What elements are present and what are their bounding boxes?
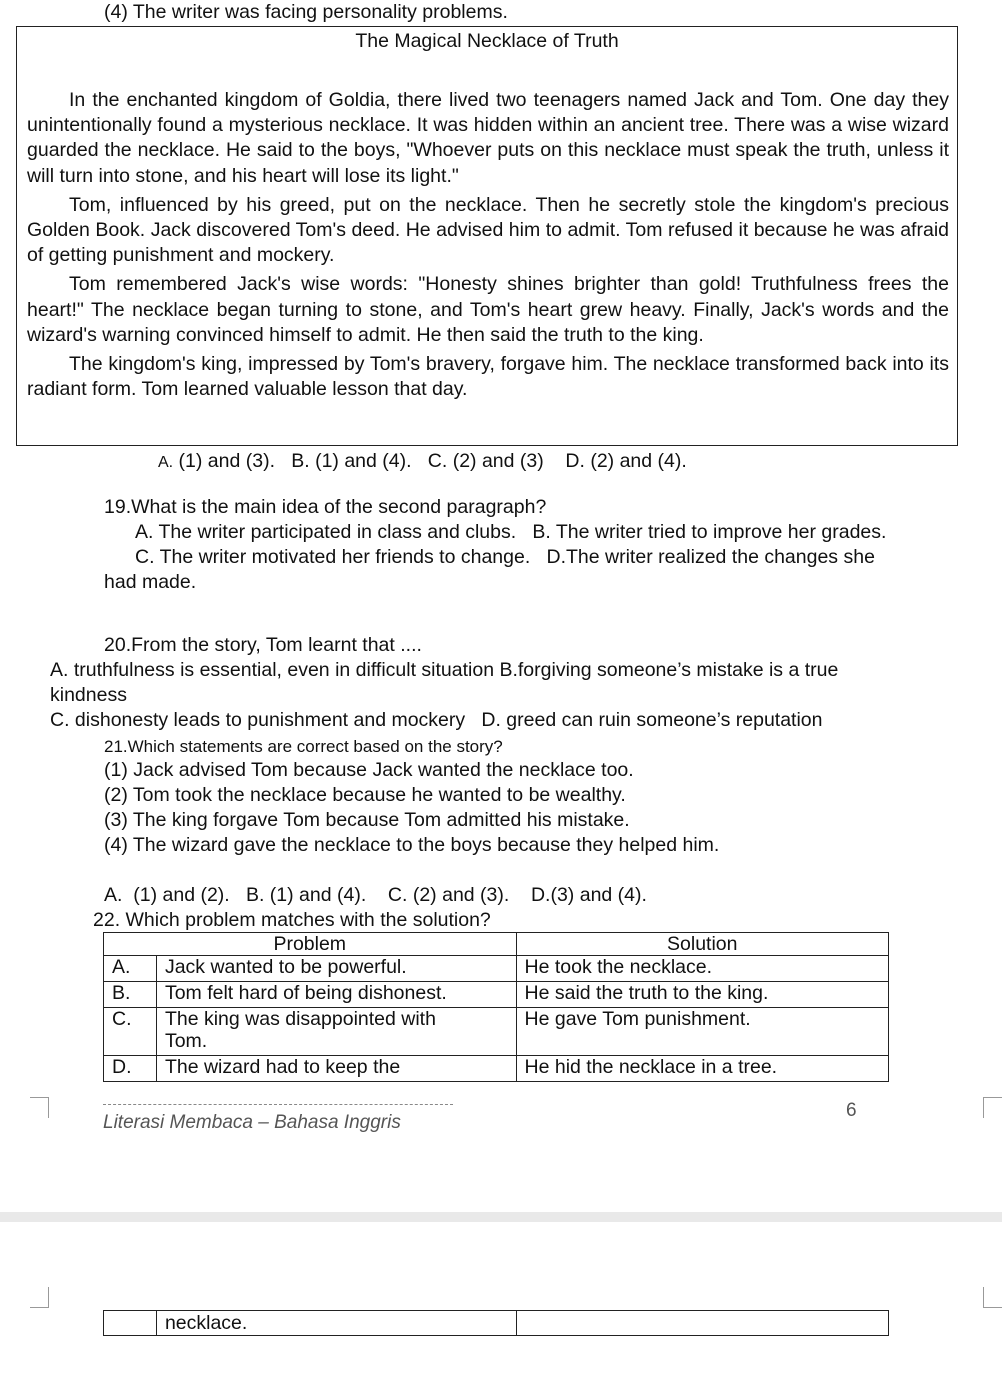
crop-mark bbox=[983, 1097, 1002, 1118]
story-title: The Magical Necklace of Truth bbox=[355, 30, 619, 52]
story-paragraph-4: The kingdom's king, impressed by Tom's bravery, forgave him. The necklace transformed back into its radiant form. Tom learned valuable lesson that day. bbox=[27, 353, 949, 401]
q19-options-line-2: C. The writer motivated her friends to change. D.The writer realized the changes she bbox=[135, 546, 875, 568]
row-label: C. bbox=[104, 1008, 157, 1056]
q19-options-line-3: had made. bbox=[104, 571, 197, 593]
table-header-row bbox=[104, 933, 889, 956]
header-problem: Problem bbox=[104, 933, 517, 956]
row-solution: He hid the necklace in a tree. bbox=[516, 1056, 888, 1082]
story-paragraph-2: Tom, influenced by his greed, put on the necklace. Then he secretly stole the kingdom's precious Golden Book. Jack discovered Tom's deed. He advised him to admit. Tom refused it because he was afraid of getting punishment and mockery. bbox=[27, 193, 949, 267]
q21-statement-4: (4) The wizard gave the necklace to the boys because they helped him. bbox=[104, 834, 720, 856]
crop-mark bbox=[983, 1287, 1002, 1308]
footer-divider bbox=[103, 1104, 453, 1105]
story-paragraph-3: Tom remembered Jack's wise words: "Honesty shines brighter than gold! Truthfulness frees the heart!" The necklace began turning to stone, and Tom's heart grew heavy. Finally, Jack's words and the wizard's warning convinced himself to admit. He then said the truth to the king. bbox=[27, 273, 949, 346]
footer-text: Literasi Membaca – Bahasa Inggris bbox=[103, 1112, 401, 1133]
q18-option-a-prefix: A. bbox=[158, 454, 174, 471]
page-number: 6 bbox=[846, 1100, 857, 1121]
row-solution: He said the truth to the king. bbox=[516, 982, 888, 1008]
page-separator bbox=[0, 1212, 1002, 1222]
row-problem: Tom felt hard of being dishonest. bbox=[156, 982, 516, 1008]
table-row bbox=[104, 956, 889, 982]
crop-mark bbox=[30, 1097, 49, 1118]
q18-options-text: (1) and (3). B. (1) and (4). C. (2) and (3) D. (2) and (4). bbox=[173, 450, 687, 472]
row-problem: The wizard had to keep the bbox=[156, 1056, 516, 1082]
q20-options-line-3: C. dishonesty leads to punishment and mockery D. greed can ruin someone’s reputation bbox=[50, 709, 823, 731]
problem-solution-table bbox=[103, 932, 889, 1082]
q21-statement-2: (2) Tom took the necklace because he wanted to be wealthy. bbox=[104, 784, 626, 806]
table-row bbox=[104, 1056, 889, 1082]
row-label: B. bbox=[104, 982, 157, 1008]
row-solution: He took the necklace. bbox=[516, 956, 888, 982]
q22-question: 22. Which problem matches with the solution? bbox=[93, 909, 491, 931]
row-problem: The king was disappointed with Tom. bbox=[156, 1008, 516, 1056]
table-row bbox=[104, 1008, 889, 1056]
q19-options-line-1: A. The writer participated in class and clubs. B. The writer tried to improve her grades. bbox=[135, 521, 887, 543]
row-problem: Jack wanted to be powerful. bbox=[156, 956, 516, 982]
story-paragraphs bbox=[27, 88, 949, 402]
q21-question: 21.Which statements are correct based on the story? bbox=[104, 737, 503, 756]
crop-mark bbox=[30, 1287, 49, 1308]
q18-options bbox=[158, 449, 687, 475]
story-paragraph-1: In the enchanted kingdom of Goldia, there lived two teenagers named Jack and Tom. One day they unintentionally found a mysterious necklace. It was hidden within an ancient tree. There was a wise wizard guarded the necklace. He said to the boys, "Whoever puts on this necklace must speak the truth, unless it will turn into stone, and his heart will lose its light." bbox=[27, 89, 949, 187]
row-solution: He gave Tom punishment. bbox=[516, 1008, 888, 1056]
q20-options-line-2: kindness bbox=[50, 684, 127, 706]
row-solution bbox=[516, 1311, 888, 1336]
previous-option-line: (4) The writer was facing personality problems. bbox=[104, 1, 508, 23]
q20-options-line-1: A. truthfulness is essential, even in difficult situation B.forgiving someone’s mistake is a true bbox=[50, 659, 839, 681]
q21-statement-1: (1) Jack advised Tom because Jack wanted the necklace too. bbox=[104, 759, 634, 781]
row-problem: necklace. bbox=[156, 1311, 516, 1336]
q20-question: 20.From the story, Tom learnt that .... bbox=[104, 634, 422, 656]
table-row bbox=[104, 1311, 889, 1336]
header-solution: Solution bbox=[516, 933, 888, 956]
q19-question: 19.What is the main idea of the second paragraph? bbox=[104, 496, 547, 518]
row-label bbox=[104, 1311, 157, 1336]
q21-options: A. (1) and (2). B. (1) and (4). C. (2) and (3). D.(3) and (4). bbox=[104, 884, 647, 906]
problem-solution-table-continuation bbox=[103, 1310, 889, 1336]
q21-statement-3: (3) The king forgave Tom because Tom admitted his mistake. bbox=[104, 809, 630, 831]
row-label: D. bbox=[104, 1056, 157, 1082]
row-label: A. bbox=[104, 956, 157, 982]
table-row bbox=[104, 982, 889, 1008]
story-box bbox=[16, 26, 958, 446]
